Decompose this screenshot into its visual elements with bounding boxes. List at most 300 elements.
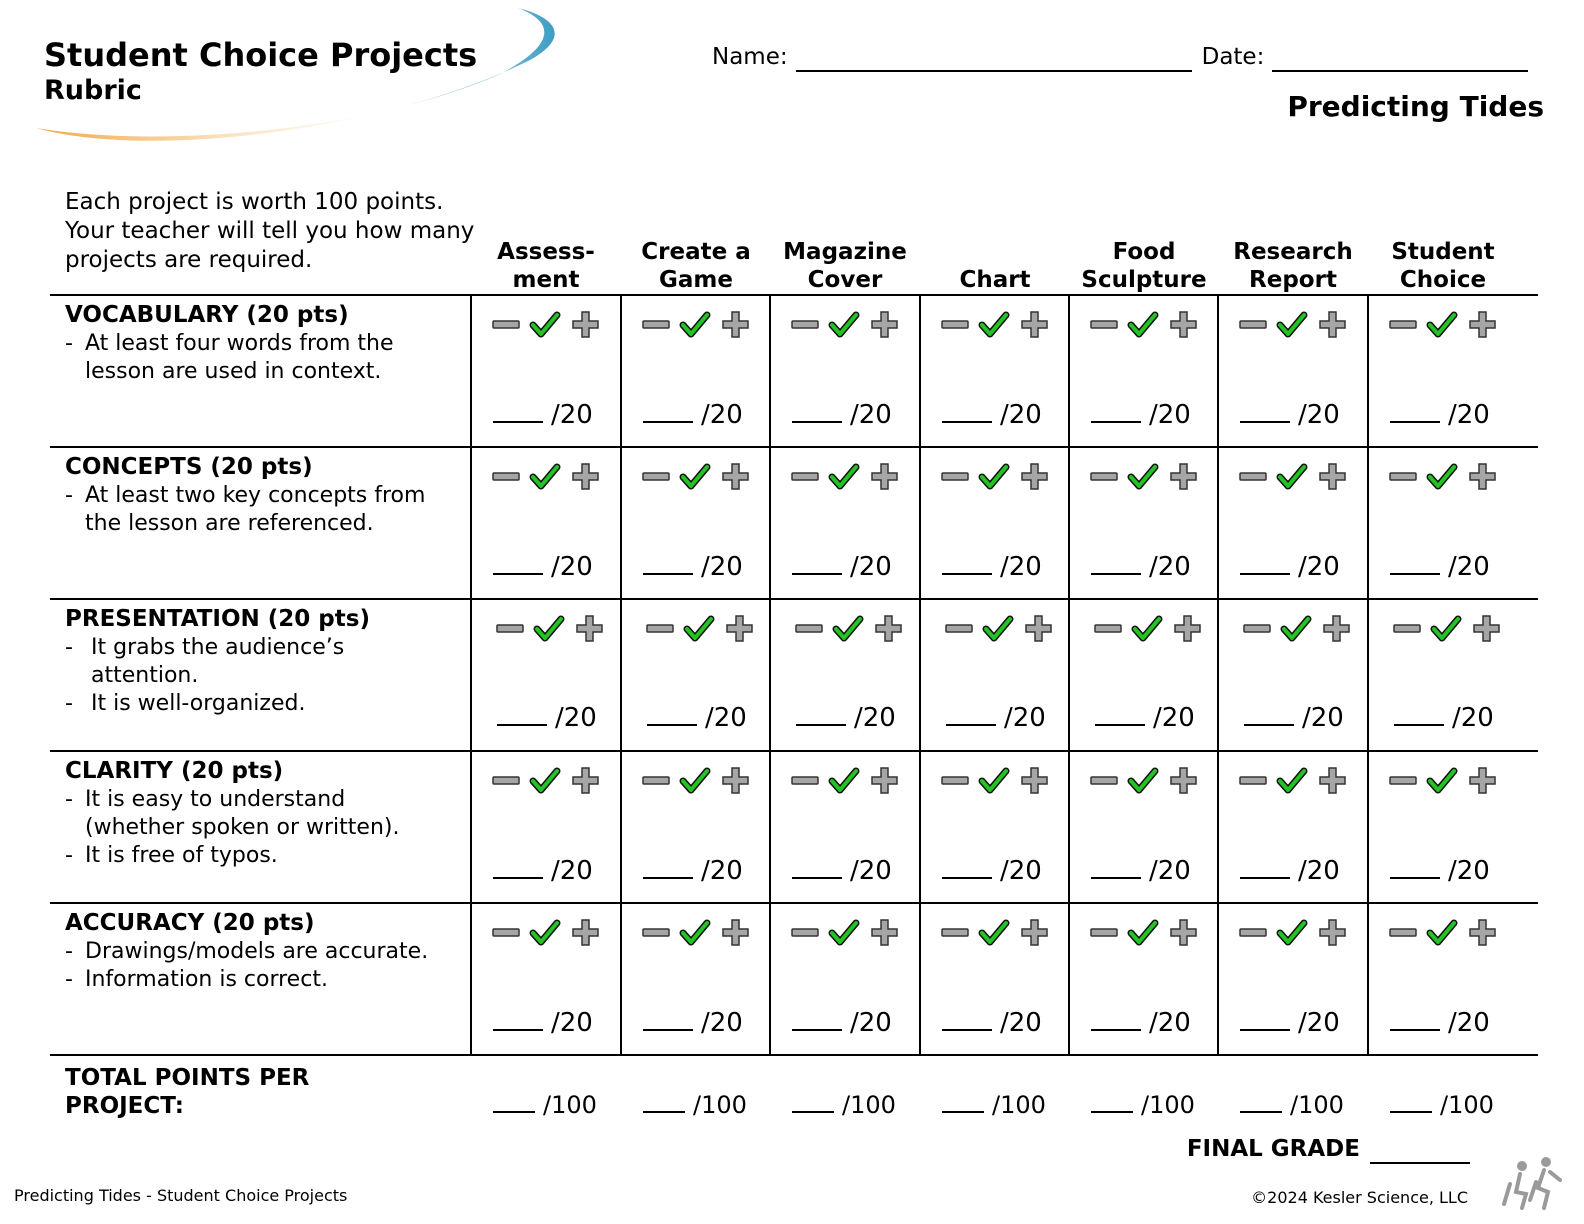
rating-symbols [1238, 917, 1348, 949]
score-max: /20 [1149, 1008, 1191, 1038]
score-blank[interactable] [1091, 551, 1141, 575]
score-cell [1218, 751, 1368, 903]
score-cell [1218, 447, 1368, 599]
rating-symbols [1388, 765, 1498, 797]
criterion-line: (whether spoken or written). [85, 815, 400, 840]
plus-icon[interactable] [723, 312, 748, 337]
score-cell [1069, 903, 1219, 1055]
checkmark-icon[interactable] [683, 923, 707, 942]
minus-icon[interactable] [1390, 929, 1416, 936]
minus-icon[interactable] [1390, 777, 1416, 784]
plus-icon[interactable] [1022, 312, 1047, 337]
minus-icon[interactable] [1091, 777, 1117, 784]
intro-text: Each project is worth 100 points. Your teacher will tell you how many projects are required. [65, 189, 475, 273]
plus-icon[interactable] [1320, 312, 1345, 337]
score-max: /20 [701, 1008, 743, 1038]
score-field[interactable] [946, 702, 1046, 734]
minus-icon[interactable] [493, 929, 519, 936]
score-max: /20 [854, 703, 896, 733]
score-field[interactable] [1390, 855, 1490, 887]
plus-icon[interactable] [1171, 312, 1196, 337]
total-max: /100 [1290, 1091, 1344, 1119]
checkmark-icon[interactable] [537, 619, 561, 638]
score-cell [920, 599, 1070, 751]
score-max: /20 [701, 856, 743, 886]
score-max: /20 [1298, 856, 1340, 886]
plus-icon[interactable] [1324, 616, 1349, 641]
score-blank[interactable] [1091, 855, 1141, 879]
minus-icon[interactable] [493, 321, 519, 328]
plus-icon[interactable] [723, 464, 748, 489]
score-cell [1368, 295, 1518, 447]
score-field[interactable] [942, 399, 1042, 431]
minus-icon[interactable] [1240, 929, 1266, 936]
checkmark-icon[interactable] [1434, 619, 1458, 638]
score-field[interactable] [1091, 399, 1191, 431]
total-blank[interactable] [643, 1091, 685, 1113]
score-blank[interactable] [946, 702, 996, 726]
checkmark-icon[interactable] [1430, 467, 1454, 486]
checkmark-icon[interactable] [1430, 315, 1454, 334]
score-blank[interactable] [1390, 1007, 1440, 1031]
score-field[interactable] [792, 855, 892, 887]
total-blank[interactable] [1091, 1091, 1133, 1113]
checkmark-icon[interactable] [533, 315, 557, 334]
rating-symbols [790, 309, 900, 341]
checkmark-icon[interactable] [832, 923, 856, 942]
score-blank[interactable] [1240, 1007, 1290, 1031]
criterion-line: - It grabs the audience’s [65, 635, 345, 660]
rating-symbols [1089, 309, 1199, 341]
checkmark-icon[interactable] [1430, 923, 1454, 942]
score-cell [1069, 447, 1219, 599]
score-max: /20 [555, 703, 597, 733]
score-blank[interactable] [1394, 702, 1444, 726]
plus-icon[interactable] [876, 616, 901, 641]
minus-icon[interactable] [1390, 321, 1416, 328]
minus-icon[interactable] [493, 473, 519, 480]
checkmark-icon[interactable] [533, 467, 557, 486]
score-field[interactable] [942, 1007, 1042, 1039]
score-blank[interactable] [497, 702, 547, 726]
score-field[interactable] [1394, 702, 1494, 734]
score-cell [770, 295, 920, 447]
score-max: /20 [1448, 552, 1490, 582]
score-cell [621, 599, 771, 751]
minus-icon[interactable] [1095, 625, 1121, 632]
score-cell [471, 447, 621, 599]
plus-icon[interactable] [727, 616, 752, 641]
score-blank[interactable] [1091, 399, 1141, 423]
score-field[interactable] [1240, 1007, 1340, 1039]
minus-icon[interactable] [1390, 473, 1416, 480]
total-max: /100 [842, 1091, 896, 1119]
total-points-label: TOTAL POINTS PER PROJECT: [65, 1065, 310, 1119]
minus-icon[interactable] [942, 777, 968, 784]
score-blank[interactable] [1390, 855, 1440, 879]
checkmark-icon[interactable] [687, 619, 711, 638]
checkmark-icon[interactable] [1135, 619, 1159, 638]
score-field[interactable] [796, 702, 896, 734]
rating-symbols [794, 613, 904, 645]
criterion-line: lesson are used in context. [85, 359, 382, 384]
score-field[interactable] [1095, 702, 1195, 734]
plus-icon[interactable] [872, 312, 897, 337]
checkmark-icon[interactable] [832, 315, 856, 334]
plus-icon[interactable] [1171, 464, 1196, 489]
minus-icon[interactable] [946, 625, 972, 632]
plus-icon[interactable] [573, 920, 598, 945]
total-blank[interactable] [493, 1091, 535, 1113]
score-max: /20 [1448, 856, 1490, 886]
minus-icon[interactable] [497, 625, 523, 632]
minus-icon[interactable] [643, 321, 669, 328]
total-score-field[interactable] [621, 1090, 771, 1120]
final-grade [1187, 1134, 1470, 1164]
total-max: /100 [1440, 1091, 1494, 1119]
score-max: /20 [850, 400, 892, 430]
score-field[interactable] [643, 1007, 743, 1039]
plus-icon[interactable] [573, 464, 598, 489]
minus-icon[interactable] [942, 321, 968, 328]
score-cell [1069, 599, 1219, 751]
date-input-line[interactable] [1272, 46, 1528, 72]
plus-icon[interactable] [872, 920, 897, 945]
score-field[interactable] [942, 855, 1042, 887]
criterion-title: CLARITY (20 pts) [65, 758, 284, 784]
score-cell [621, 751, 771, 903]
score-field[interactable] [1390, 1007, 1490, 1039]
score-blank[interactable] [1240, 399, 1290, 423]
score-field[interactable] [1091, 855, 1191, 887]
score-max: /20 [551, 400, 593, 430]
score-max: /20 [1448, 400, 1490, 430]
rating-symbols [1388, 309, 1498, 341]
plus-icon[interactable] [1470, 768, 1495, 793]
score-field[interactable] [792, 1007, 892, 1039]
name-label: Name: [712, 44, 788, 70]
minus-icon[interactable] [1394, 625, 1420, 632]
checkmark-icon[interactable] [982, 467, 1006, 486]
plus-icon[interactable] [723, 768, 748, 793]
score-blank[interactable] [1244, 702, 1294, 726]
score-cell [621, 903, 771, 1055]
score-cell [471, 903, 621, 1055]
score-max: /20 [1452, 703, 1494, 733]
total-score-field[interactable] [770, 1090, 920, 1120]
checkmark-icon[interactable] [1284, 619, 1308, 638]
final-grade-label: FINAL GRADE [1186, 1136, 1360, 1162]
score-max: /20 [551, 856, 593, 886]
score-field[interactable] [792, 551, 892, 583]
rating-symbols [1388, 917, 1498, 949]
score-blank[interactable] [1390, 551, 1440, 575]
score-blank[interactable] [1091, 1007, 1141, 1031]
score-max: /20 [1149, 856, 1191, 886]
score-max: /20 [551, 552, 593, 582]
score-max: /20 [551, 1008, 593, 1038]
plus-icon[interactable] [1026, 616, 1051, 641]
score-blank[interactable] [643, 1007, 693, 1031]
column-header: Assess- ment [497, 239, 595, 293]
minus-icon[interactable] [796, 625, 822, 632]
column-header: Create a Game [641, 239, 751, 293]
score-max: /20 [1298, 1008, 1340, 1038]
score-cell [770, 599, 920, 751]
score-cell [770, 751, 920, 903]
total-score-field[interactable] [1069, 1090, 1219, 1120]
score-blank[interactable] [493, 399, 543, 423]
score-blank[interactable] [942, 551, 992, 575]
column-header: Student Choice [1391, 239, 1495, 293]
score-max: /20 [1448, 1008, 1490, 1038]
total-max: /100 [1141, 1091, 1195, 1119]
total-blank[interactable] [792, 1091, 834, 1113]
checkmark-icon[interactable] [533, 771, 557, 790]
minus-icon[interactable] [1240, 777, 1266, 784]
score-blank[interactable] [647, 702, 697, 726]
checkmark-icon[interactable] [1131, 771, 1155, 790]
score-field[interactable] [1091, 1007, 1191, 1039]
plus-icon[interactable] [1171, 920, 1196, 945]
score-blank[interactable] [1390, 399, 1440, 423]
score-field[interactable] [792, 399, 892, 431]
score-blank[interactable] [493, 551, 543, 575]
score-blank[interactable] [643, 399, 693, 423]
score-cell [1069, 295, 1219, 447]
score-field[interactable] [1244, 702, 1344, 734]
score-field[interactable] [1240, 551, 1340, 583]
score-blank[interactable] [1240, 855, 1290, 879]
rating-symbols [641, 461, 751, 493]
rating-symbols [1089, 461, 1199, 493]
score-cell [1218, 599, 1368, 751]
rating-symbols [1238, 461, 1348, 493]
score-field[interactable] [493, 855, 593, 887]
score-max: /20 [850, 856, 892, 886]
checkmark-icon[interactable] [832, 467, 856, 486]
minus-icon[interactable] [1240, 473, 1266, 480]
criterion-description [65, 605, 465, 718]
criterion-description [65, 453, 465, 538]
score-blank[interactable] [796, 702, 846, 726]
checkmark-icon[interactable] [1280, 771, 1304, 790]
total-score-field[interactable] [1368, 1090, 1518, 1120]
rating-symbols [491, 461, 601, 493]
checkmark-icon[interactable] [1131, 467, 1155, 486]
score-max: /20 [1000, 552, 1042, 582]
total-blank[interactable] [942, 1091, 984, 1113]
score-max: /20 [1000, 400, 1042, 430]
minus-icon[interactable] [643, 473, 669, 480]
rating-symbols [491, 917, 601, 949]
minus-icon[interactable] [1091, 473, 1117, 480]
score-cell [1218, 903, 1368, 1055]
minus-icon[interactable] [942, 929, 968, 936]
score-max: /20 [850, 552, 892, 582]
rating-symbols [491, 309, 601, 341]
score-cell [621, 295, 771, 447]
score-blank[interactable] [643, 855, 693, 879]
final-grade-blank[interactable] [1370, 1140, 1470, 1164]
plus-icon[interactable] [1470, 920, 1495, 945]
minus-icon[interactable] [1091, 929, 1117, 936]
score-cell [920, 751, 1070, 903]
criterion-line: - At least four words from the [65, 331, 394, 356]
total-blank[interactable] [1240, 1091, 1282, 1113]
score-blank[interactable] [792, 855, 842, 879]
rating-symbols [641, 309, 751, 341]
score-field[interactable] [493, 1007, 593, 1039]
score-blank[interactable] [792, 1007, 842, 1031]
score-cell [920, 447, 1070, 599]
column-header: Chart [959, 267, 1031, 293]
checkmark-icon[interactable] [1280, 923, 1304, 942]
plus-icon[interactable] [1470, 464, 1495, 489]
criterion-line: - Drawings/models are accurate. [65, 939, 429, 964]
minus-icon[interactable] [493, 777, 519, 784]
score-field[interactable] [493, 399, 593, 431]
checkmark-icon[interactable] [982, 315, 1006, 334]
criterion-line: - Information is correct. [65, 967, 328, 992]
criterion-title: PRESENTATION (20 pts) [65, 606, 370, 632]
score-blank[interactable] [493, 1007, 543, 1031]
score-blank[interactable] [1240, 551, 1290, 575]
minus-icon[interactable] [1244, 625, 1270, 632]
score-field[interactable] [647, 702, 747, 734]
plus-icon[interactable] [1470, 312, 1495, 337]
score-blank[interactable] [942, 399, 992, 423]
plus-icon[interactable] [872, 768, 897, 793]
score-blank[interactable] [792, 551, 842, 575]
minus-icon[interactable] [792, 929, 818, 936]
criterion-line: attention. [91, 663, 199, 688]
score-field[interactable] [1240, 855, 1340, 887]
checkmark-icon[interactable] [982, 771, 1006, 790]
name-input-line[interactable] [796, 46, 1192, 72]
total-max: /100 [992, 1091, 1046, 1119]
criterion-description [65, 301, 465, 386]
rating-symbols [1238, 309, 1348, 341]
plus-icon[interactable] [1022, 768, 1047, 793]
checkmark-icon[interactable] [982, 923, 1006, 942]
plus-icon[interactable] [1175, 616, 1200, 641]
minus-icon[interactable] [792, 777, 818, 784]
plus-icon[interactable] [577, 616, 602, 641]
checkmark-icon[interactable] [683, 467, 707, 486]
score-field[interactable] [643, 855, 743, 887]
score-field[interactable] [1390, 399, 1490, 431]
plus-icon[interactable] [1474, 616, 1499, 641]
plus-icon[interactable] [573, 768, 598, 793]
score-blank[interactable] [942, 1007, 992, 1031]
minus-icon[interactable] [647, 625, 673, 632]
minus-icon[interactable] [1240, 321, 1266, 328]
criterion-line: - At least two key concepts from [65, 483, 426, 508]
score-field[interactable] [1091, 551, 1191, 583]
plus-icon[interactable] [1320, 920, 1345, 945]
score-blank[interactable] [942, 855, 992, 879]
rating-symbols [1089, 917, 1199, 949]
rating-symbols [1093, 613, 1203, 645]
column-header: Food Sculpture [1081, 239, 1207, 293]
rating-symbols [790, 917, 900, 949]
footer-left: Predicting Tides - Student Choice Projects [14, 1186, 348, 1205]
plus-icon[interactable] [1022, 464, 1047, 489]
checkmark-icon[interactable] [1131, 315, 1155, 334]
checkmark-icon[interactable] [1131, 923, 1155, 942]
minus-icon[interactable] [792, 321, 818, 328]
plus-icon[interactable] [723, 920, 748, 945]
score-field[interactable] [643, 551, 743, 583]
total-score-field[interactable] [1218, 1090, 1368, 1120]
score-field[interactable] [1390, 551, 1490, 583]
minus-icon[interactable] [1091, 321, 1117, 328]
criterion-description [65, 909, 465, 994]
score-blank[interactable] [493, 855, 543, 879]
plus-icon[interactable] [1022, 920, 1047, 945]
criterion-line: - It is free of typos. [65, 843, 278, 868]
rating-symbols [940, 461, 1050, 493]
total-score-field[interactable] [471, 1090, 621, 1120]
score-field[interactable] [497, 702, 597, 734]
score-max: /20 [1000, 1008, 1042, 1038]
topic-title: Predicting Tides [1287, 90, 1544, 123]
minus-icon[interactable] [643, 777, 669, 784]
score-cell [1368, 903, 1518, 1055]
score-field[interactable] [643, 399, 743, 431]
checkmark-icon[interactable] [1430, 771, 1454, 790]
score-blank[interactable] [643, 551, 693, 575]
total-blank[interactable] [1390, 1091, 1432, 1113]
score-field[interactable] [493, 551, 593, 583]
score-max: /20 [1298, 400, 1340, 430]
plus-icon[interactable] [1320, 464, 1345, 489]
rating-symbols [1388, 461, 1498, 493]
criterion-line: the lesson are referenced. [85, 511, 374, 536]
minus-icon[interactable] [792, 473, 818, 480]
rating-symbols [940, 765, 1050, 797]
minus-icon[interactable] [643, 929, 669, 936]
score-max: /20 [701, 400, 743, 430]
criterion-line: - It is easy to understand [65, 787, 346, 812]
checkmark-icon[interactable] [683, 315, 707, 334]
score-cell [770, 903, 920, 1055]
checkmark-icon[interactable] [1280, 467, 1304, 486]
checkmark-icon[interactable] [533, 923, 557, 942]
checkmark-icon[interactable] [1280, 315, 1304, 334]
score-blank[interactable] [792, 399, 842, 423]
checkmark-icon[interactable] [683, 771, 707, 790]
score-field[interactable] [942, 551, 1042, 583]
checkmark-icon[interactable] [832, 771, 856, 790]
date-label: Date: [1201, 44, 1265, 70]
rating-symbols [495, 613, 605, 645]
checkmark-icon[interactable] [986, 619, 1010, 638]
rating-symbols [645, 613, 755, 645]
plus-icon[interactable] [1171, 768, 1196, 793]
checkmark-icon[interactable] [836, 619, 860, 638]
minus-icon[interactable] [942, 473, 968, 480]
plus-icon[interactable] [573, 312, 598, 337]
total-score-field[interactable] [920, 1090, 1070, 1120]
criterion-title: ACCURACY (20 pts) [65, 910, 315, 936]
score-field[interactable] [1240, 399, 1340, 431]
rating-symbols [790, 461, 900, 493]
score-blank[interactable] [1095, 702, 1145, 726]
plus-icon[interactable] [872, 464, 897, 489]
plus-icon[interactable] [1320, 768, 1345, 793]
